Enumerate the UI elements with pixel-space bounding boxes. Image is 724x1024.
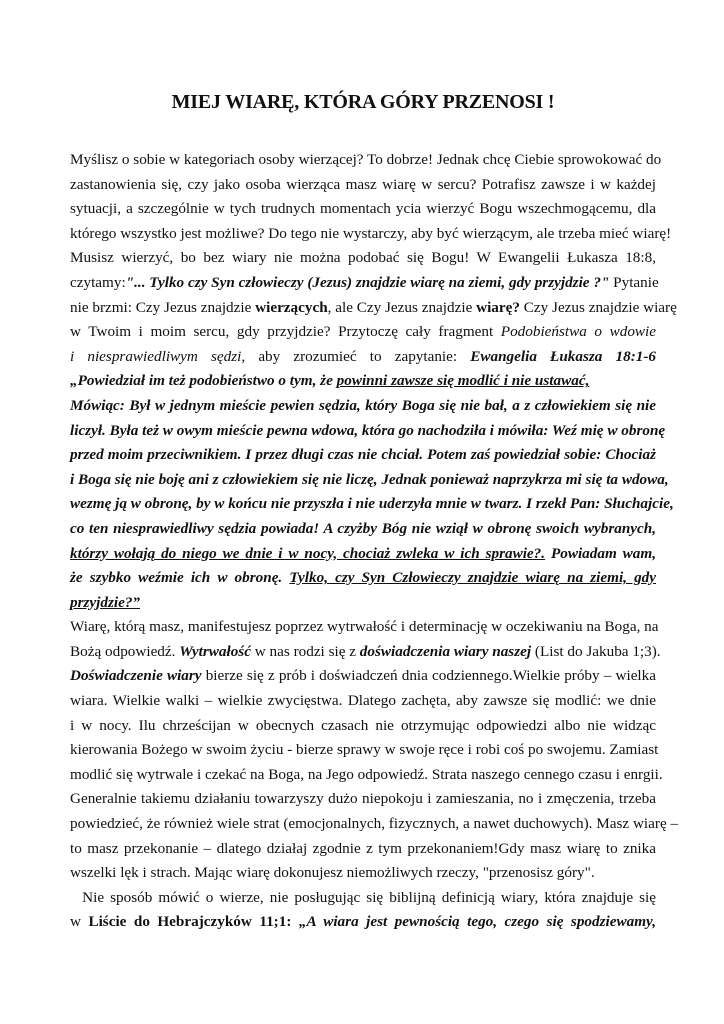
text-line (70, 837, 656, 862)
text-run: którego wszystko jest możliwe? Do tego nie wystarczy, aby być wierzącym, ale trzeba mieć wiarę! (70, 224, 672, 242)
scripture-quote-underlined: przyjdzie?” (70, 593, 141, 611)
text-line (70, 222, 672, 247)
text-run: w (70, 913, 89, 931)
text-line (70, 320, 656, 345)
text-line (70, 369, 656, 394)
text-line (70, 664, 656, 689)
scripture-quote-underlined: którzy wołają do niego we dnie i w nocy, chociaż zwleka w ich sprawie?. (70, 544, 546, 562)
emphasis-bold-italic: Doświadczenie wiary (70, 667, 202, 685)
text-run: i w nocy. Ilu chrześcijan w obecnych czasach nie otrzymując odpowiedzi albo nie widząc (70, 716, 656, 734)
scripture-quote: wezmę ją w obronę, by w końcu nie przyszła i nie uderzyła mnie w twarz. I rzekł Pan: Słuchajcie, (70, 495, 674, 513)
scripture-quote: przed moim przeciwnikiem. I przez długi czas nie chciał. Potem zaś powiedział sobie: Chociaż (70, 446, 656, 464)
text-run: , aby zrozumieć to zapytanie: (241, 347, 471, 365)
text-run: Generalnie takiemu działaniu towarzyszy dużo niepokoju i zamieszania, no i zmęczenia, trzeba (70, 790, 656, 808)
scripture-quote: i Boga się nie boję ani z człowiekiem się nie liczę, Jednak ponieważ naprzykrza mi się ta wdowa, (70, 470, 669, 488)
text-line (70, 517, 656, 542)
text-line (70, 714, 656, 739)
text-run: wiara. Wielkie walki – wielkie zwycięstwa. Dlatego zachęta, aby zawsze się modlić: we dnie (70, 692, 656, 710)
text-run: Nie sposób mówić o wierze, nie posługując się biblijną definicją wiary, która znajduje się (70, 888, 656, 906)
text-line (70, 542, 656, 567)
text-line (70, 246, 656, 271)
text-line (70, 419, 666, 444)
text-line (70, 468, 669, 493)
text-line (70, 394, 656, 419)
scripture-quote: co ten niesprawiedliwy sędzia powiada! A czyżby Bóg nie wziął w obronę swoich wybranych, (70, 519, 656, 537)
emphasis-bold: wierzących (255, 298, 328, 316)
scripture-reference: Liście do Hebrajczyków 11;1: (88, 913, 292, 931)
text-run: wszelki lęk i strach. Mając wiarę dokonujesz niemożliwych rzeczy, "przenosisz góry". (70, 864, 595, 882)
text-line (70, 787, 656, 812)
text-run: Czy Jezus znajdzie wiarę (519, 298, 677, 316)
text-line (70, 591, 656, 616)
text-run: nie brzmi: Czy Jezus znajdzie (70, 298, 256, 316)
text-run: w nas rodzi się z (250, 642, 360, 660)
text-run (291, 913, 298, 930)
text-line (70, 886, 656, 911)
text-line (70, 443, 656, 468)
text-run: Pytanie (609, 273, 659, 291)
emphasis-bold-italic: Wytrwałość (179, 642, 251, 660)
text-run: sytuacji, a szczególnie w tych trudnych momentach ycia wierzyć Bogu wszechmogącemu, dla (70, 200, 656, 218)
document-body (70, 148, 679, 935)
text-run: powiedzieć, że również wiele strat (emocjonalnych, fizycznych, a nawet duchowych). Masz wiarę – (70, 815, 679, 833)
text-run: Musisz wierzyć, bo bez wiary nie można podobać się Bogu! W Ewangelii Łukasza 18:8, (70, 249, 656, 267)
text-run: , ale Czy Jezus znajdzie (327, 298, 477, 316)
text-line (70, 197, 656, 222)
emphasis-italic: Podobieństwa o wdowie (500, 323, 657, 341)
text-line (70, 738, 659, 763)
text-run: czytamy: (70, 273, 126, 291)
scripture-reference: Ewangelia Łukasza 18:1-6 (470, 347, 657, 365)
emphasis-italic: i niesprawiedliwym sędzi (70, 347, 242, 365)
scripture-quote: „A wiara jest pewnością tego, czego się spodziewamy, (298, 913, 656, 931)
scripture-quote: „Powiedział im też podobieństwo o tym, że (70, 372, 337, 390)
text-line (70, 910, 656, 935)
text-run: w Twoim i moim sercu, gdy przyjdzie? Przytoczę cały fragment (70, 323, 501, 341)
emphasis-bold: wiarę? (476, 298, 520, 316)
text-line (70, 566, 656, 591)
text-line (70, 173, 656, 198)
scripture-quote: "... Tylko czy Syn człowieczy (Jezus) znajdzie wiarę na ziemi, gdy przyjdzie ?" (125, 273, 610, 291)
text-run: bierze się z prób i doświadczeń dnia codziennego.Wielkie próby – wielka (201, 667, 656, 685)
text-line (70, 812, 679, 837)
text-run: (List do Jakuba 1;3). (531, 642, 661, 660)
text-run: zastanowienia się, czy jako osoba wierząca masz wiarę w sercu? Potrafisz zawsze i w każdej (70, 175, 656, 193)
text-line (70, 763, 663, 788)
text-line (70, 640, 661, 665)
text-run: modlić się wytrwale i czekać na Boga, na Jego odpowiedź. Strata naszego cennego czasu i enrgii. (70, 765, 663, 783)
text-line (70, 296, 677, 321)
emphasis-bold-italic: doświadczenia wiary naszej (359, 642, 532, 660)
scripture-quote: liczył. Była też w owym mieście pewna wdowa, która go nachodziła i mówiła: Weź mię w obronę (70, 421, 666, 439)
text-line (70, 492, 674, 517)
text-line (70, 148, 662, 173)
scripture-quote: że szybko weźmie ich w obronę. (70, 569, 290, 587)
text-run: kierowania Bożego w swoim życiu - bierze sprawy w swoje ręce i robi coś po swojemu. Zamiast (70, 741, 659, 759)
scripture-quote-underlined: powinni zawsze się modlić i nie ustawać, (336, 372, 590, 390)
text-run: Wiarę, którą masz, manifestujesz poprzez wytrwałość i determinację w oczekiwaniu na Boga, na (70, 618, 659, 636)
scripture-quote: Mówiąc: Był w jednym mieście pewien sędzia, który Boga się nie bał, a z człowiekiem się nie (70, 396, 656, 414)
scripture-quote-underlined: Tylko, czy Syn Człowieczy znajdzie wiarę na ziemi, gdy (289, 569, 656, 587)
text-line (70, 861, 656, 886)
text-run: Bożą odpowiedź. (70, 642, 180, 660)
text-line (70, 615, 659, 640)
text-run: to masz przekonanie – dlatego działaj zgodnie z tym przekonaniem!Gdy masz wiarę to znika (70, 839, 656, 857)
scripture-quote: Powiadam wam, (545, 544, 656, 562)
page-title: MIEJ WIARĘ, KTÓRA GÓRY PRZENOSI ! (171, 91, 555, 113)
text-line (70, 689, 656, 714)
text-line (70, 271, 659, 296)
text-run: Myślisz o sobie w kategoriach osoby wierzącej? To dobrze! Jednak chcę Ciebie sprowokować do (70, 151, 662, 168)
text-line (70, 345, 656, 370)
